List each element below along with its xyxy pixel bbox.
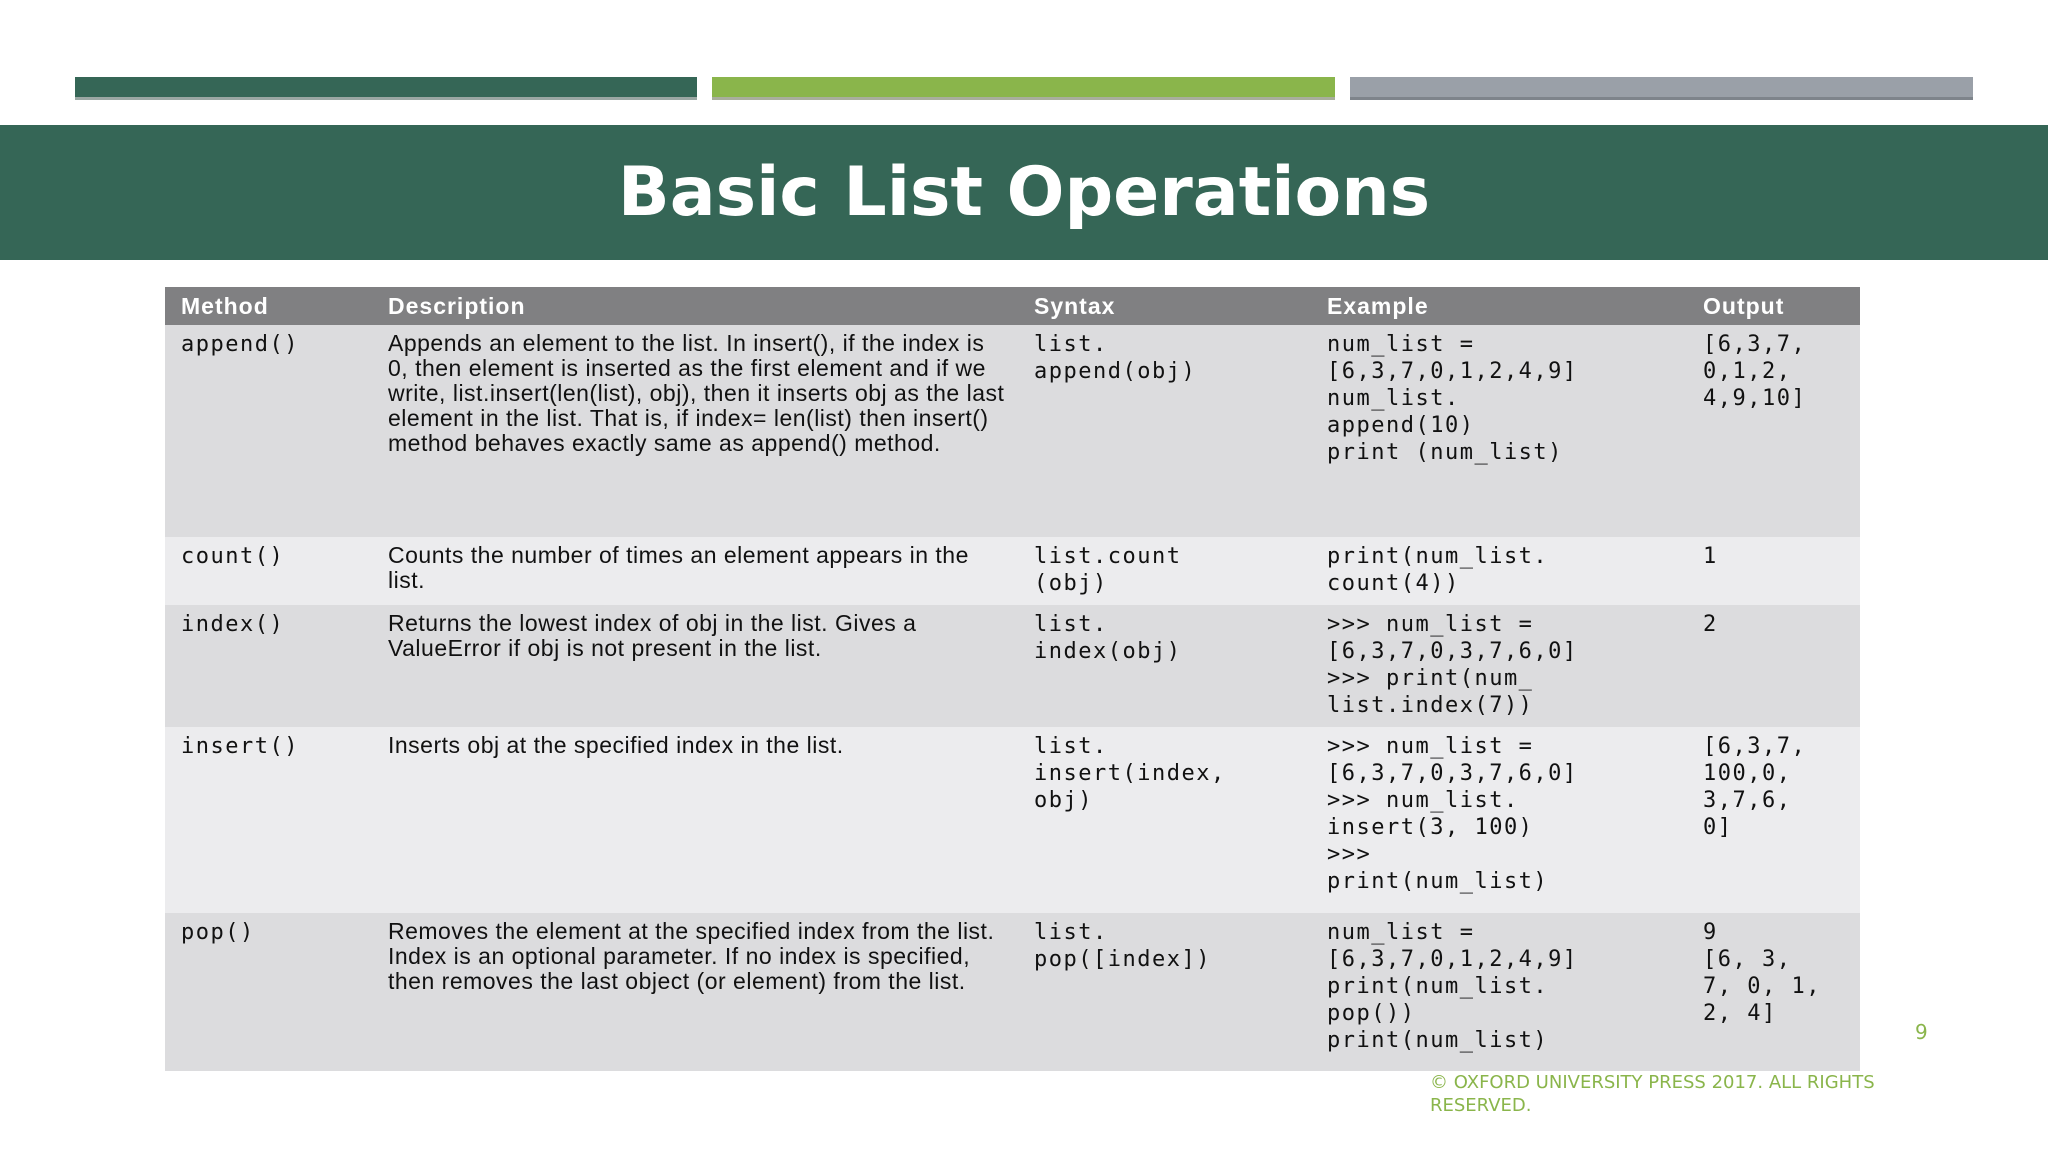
- cell-syntax: list.count (obj): [1018, 537, 1311, 605]
- header-description: Description: [372, 287, 1018, 325]
- table-row: [165, 605, 1860, 727]
- header-method: Method: [165, 287, 372, 325]
- cell-syntax: list. append(obj): [1018, 325, 1311, 537]
- table-header-row: [165, 287, 1860, 325]
- accent-bar-light-green: [712, 77, 1335, 97]
- cell-example: num_list = [6,3,7,0,1,2,4,9] num_list. append(10) print (num_list): [1311, 325, 1687, 537]
- accent-bar-grey: [1350, 77, 1973, 97]
- cell-method: count(): [165, 537, 372, 605]
- cell-example: >>> num_list = [6,3,7,0,3,7,6,0] >>> print(num_ list.index(7)): [1311, 605, 1687, 727]
- cell-method: append(): [165, 325, 372, 537]
- cell-example: >>> num_list = [6,3,7,0,3,7,6,0] >>> num_list. insert(3, 100) >>> print(num_list): [1311, 727, 1687, 913]
- table-row: [165, 913, 1860, 1071]
- cell-output: [6,3,7, 100,0, 3,7,6, 0]: [1687, 727, 1860, 913]
- cell-example: num_list = [6,3,7,0,1,2,4,9] print(num_list. pop()) print(num_list): [1311, 913, 1687, 1071]
- header-example: Example: [1311, 287, 1687, 325]
- cell-output: [6,3,7, 0,1,2, 4,9,10]: [1687, 325, 1860, 537]
- cell-description: Removes the element at the specified index from the list. Index is an optional parameter. If no index is specified, then removes the last object (or element) from the list.: [372, 913, 1018, 1071]
- header-output: Output: [1687, 287, 1860, 325]
- cell-syntax: list. index(obj): [1018, 605, 1311, 727]
- cell-output: 2: [1687, 605, 1860, 727]
- header-syntax: Syntax: [1018, 287, 1311, 325]
- copyright-notice: © OXFORD UNIVERSITY PRESS 2017. ALL RIGHTS RESERVED.: [1430, 1072, 1875, 1116]
- title-band: [0, 125, 2048, 260]
- table-row: [165, 727, 1860, 913]
- slide-title: Basic List Operations: [617, 153, 1431, 232]
- list-operations-table: [165, 287, 1860, 1062]
- cell-description: Returns the lowest index of obj in the list. Gives a ValueError if obj is not present in the list.: [372, 605, 1018, 727]
- cell-description: Inserts obj at the specified index in the list.: [372, 727, 1018, 913]
- cell-method: pop(): [165, 913, 372, 1071]
- table-row: [165, 325, 1860, 537]
- cell-output: 9 [6, 3, 7, 0, 1, 2, 4]: [1687, 913, 1860, 1071]
- cell-description: Appends an element to the list. In insert(), if the index is 0, then element is inserted as the first element and if we write, list.insert(len(list), obj), then it inserts obj as the last element in the list. That is, if index= len(list) then insert() method behaves exactly same as append() method.: [372, 325, 1018, 537]
- accent-bar-dark-green: [75, 77, 697, 97]
- cell-description: Counts the number of times an element appears in the list.: [372, 537, 1018, 605]
- cell-method: insert(): [165, 727, 372, 913]
- cell-method: index(): [165, 605, 372, 727]
- cell-syntax: list. insert(index, obj): [1018, 727, 1311, 913]
- cell-example: print(num_list. count(4)): [1311, 537, 1687, 605]
- page-number: 9: [1915, 1020, 1928, 1044]
- operations-table: [165, 287, 1860, 1071]
- cell-output: 1: [1687, 537, 1860, 605]
- cell-syntax: list. pop([index]): [1018, 913, 1311, 1071]
- table-row: [165, 537, 1860, 605]
